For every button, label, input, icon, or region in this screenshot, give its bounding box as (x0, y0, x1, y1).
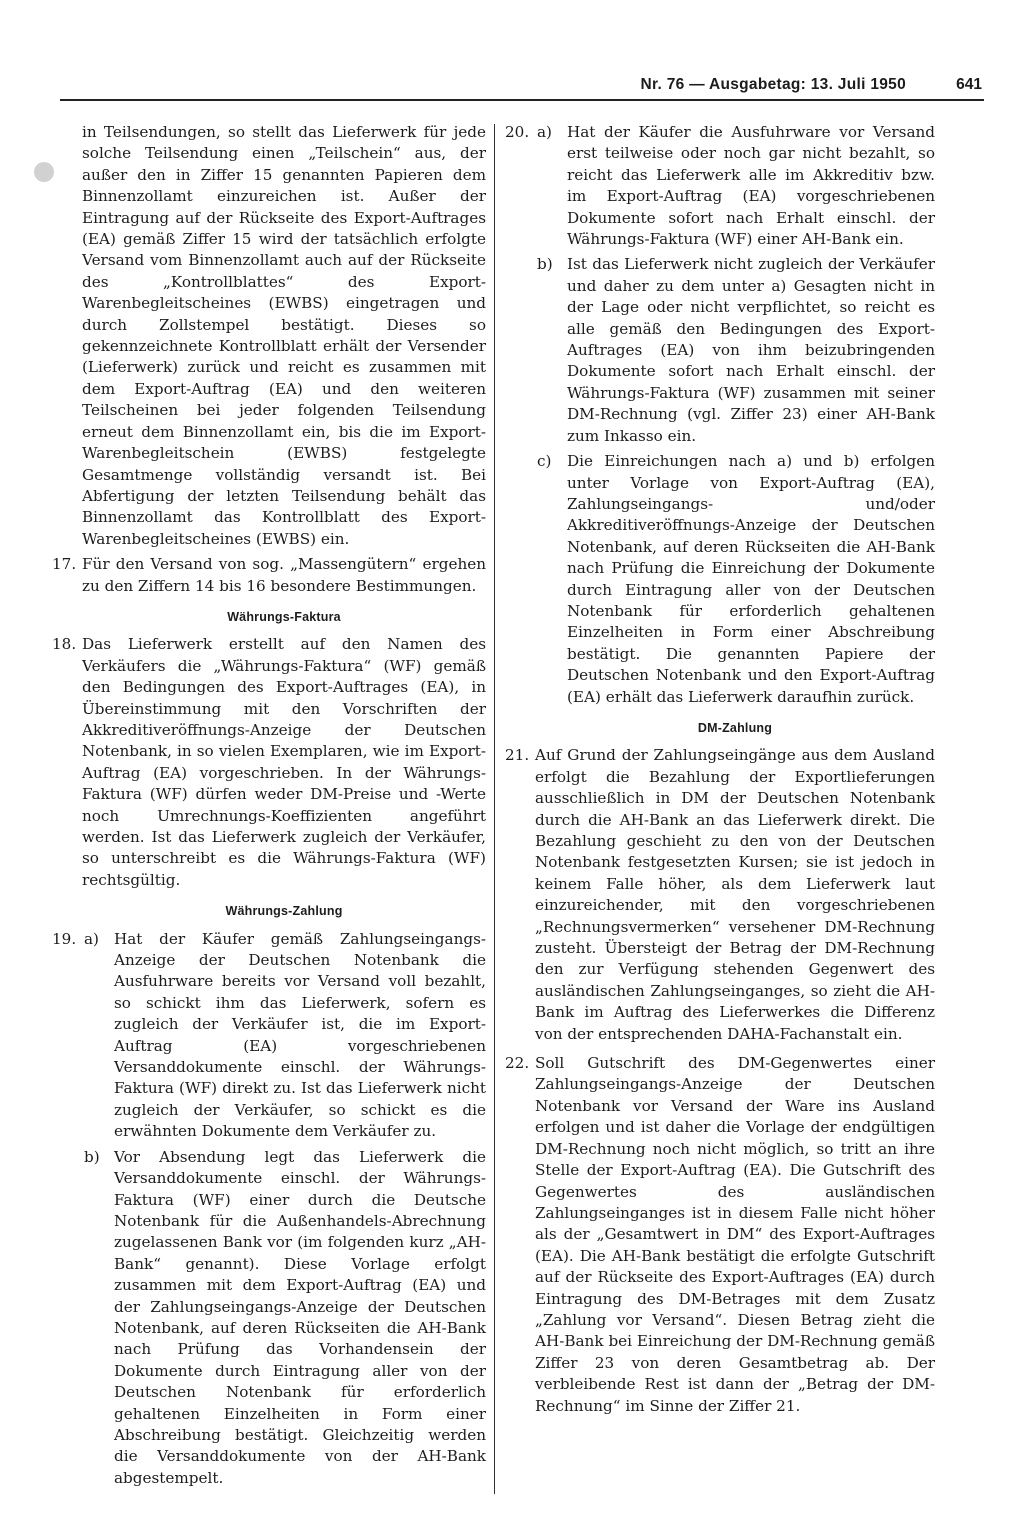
sub-letter: a) (84, 929, 99, 948)
sub-letter: b) (84, 1147, 100, 1166)
paragraph-number: 17. (52, 555, 77, 574)
paragraph-text: Hat der Käufer gemäß Zahlungseingangs-Anzeige der Deutschen Notenbank die Ausfuhrware bereits vor Versand voll bezahlt, so schickt ihm das Lieferwerk, sofern es zugleich der Verkäufer ist, die im Export-Auftrag (EA) vorgeschriebenen Versanddokumente einschl. der Währungs-Faktura (WF) direkt zu. Ist das Lieferwerk nicht zugleich der Verkäufer, so schickt es die erwähnten Dokumente dem Verkäufer zu. (114, 929, 486, 1141)
paragraph-number: 20. (505, 123, 530, 141)
ink-blot (34, 162, 54, 182)
paragraph-number: 22. (505, 1054, 530, 1073)
paragraph-21 (505, 745, 935, 1045)
paragraph-17 (52, 554, 486, 597)
paragraph-text: Ist das Lieferwerk nicht zugleich der Verkäufer und daher zu dem unter a) Gesagten nicht in der Lage oder nicht verpflichtet, so reicht es alle gemäß den Bedingungen des Export-Auftrages (EA) von ihm beizubringenden Dokumente sofort nach Erhalt einschl. der Währungs-Faktura (WF) zusammen mit seiner DM-Rechnung (vgl. Ziffer 23) einer AH-Bank zum Inkasso ein. (567, 255, 935, 445)
paragraph-16-continuation: in Teilsendungen, so stellt das Lieferwerk für jede solche Teilsendung einen „Teilschein“ aus, der außer den in Ziffer 15 genannten Papieren dem Binnenzollamt einzureichen ist. Außer der Eintragung auf der Rückseite des Export-Auftrages (EA) gemäß Ziffer 15 wird der tatsächlich erfolgte Versand vom Binnenzollamt auch auf der Rückseite des „Kontrollblattes“ des Export-Warenbegleitscheines (EWBS) eingetragen und durch Zollstempel bestätigt. Dieses so gekennzeichnete Kontrollblatt erhält der Versender (Lieferwerk) zurück und reicht es zusammen mit dem Export-Auftrag (EA) und den weiteren Teilscheinen bei jeder folgenden Teilsendung erneut dem Binnenzollamt ein, bis die im Export-Warenbegleitschein (EWBS) festgelegte Gesamtmenge vollständig versandt ist. Bei Abfertigung der letzten Teilsendung behält das Binnenzollamt das Kontrollblatt des Export-Warenbegleitscheines (EWBS) ein. (82, 123, 486, 548)
left-column (52, 122, 486, 1489)
section-heading-faktura: Währungs-Faktura (227, 609, 341, 624)
issue-line: Nr. 76 — Ausgabetag: 13. Juli 1950 (640, 76, 906, 93)
paragraph-text: Vor Absendung legt das Lieferwerk die Versanddokumente einschl. der Währungs-Faktura (WF) einer durch die Deutsche Notenbank für die Außenhandels-Abrechnung zugelassenen Bank vor (im folgenden kurz „AH-Bank“ genannt). Diese Vorlage erfolgt zusammen mit dem Export-Auftrag (EA) und der Zahlungseingangs-Anzeige der Deutschen Notenbank, auf deren Rückseiten die AH-Bank nach Prüfung das Vorhandensein der Dokumente durch Eintragung aller von der Deutschen Notenbank für erforderlich gehaltenen Einzelheiten in Form einer Abschreibung bestätigt. Gleichzeitig werden die Versanddokumente von der AH-Bank abgestempelt. (114, 1147, 486, 1487)
section-heading-dm: DM-Zahlung (697, 720, 773, 735)
paragraph-text: Für den Versand von sog. „Massengütern“ ergehen zu den Ziffern 14 bis 16 besondere Bestimmungen. (82, 555, 486, 595)
sub-letter: a) (537, 123, 552, 141)
sub-letter: c) (537, 452, 552, 471)
paragraph-text: Hat der Käufer die Ausfuhrware vor Versand erst teilweise oder noch gar nicht bezahlt, so reicht das Lieferwerk alle im Akkreditiv bzw. im Export-Auftrag (EA) vorgeschriebenen Dokumente sofort nach Erhalt einschl. der Währungs-Faktura (WF) einer AH-Bank ein. (567, 123, 935, 249)
paragraph-text: Die Einreichungen nach a) und b) erfolgen unter Vorlage von Export-Auftrag (EA), Zahlungseingangs- und/oder Akkreditiveröffnungs-Anzeige der Deutschen Notenbank, auf deren Rückseiten die AH-Bank nach Prüfung die Einreichung der Dokumente durch Eintragung aller von der Deutschen Notenbank für erforderlich gehaltenen Einzelheiten in Form einer Abschreibung bestätigt. Die genannten Papiere der Deutschen Notenbank und den Export-Auftrag (EA) erhält das Lieferwerk daraufhin zurück. (567, 452, 935, 706)
paragraph-20a (505, 122, 935, 250)
header-rule (60, 99, 984, 101)
paragraph-text: Soll Gutschrift des DM-Gegenwertes einer Zahlungseingangs-Anzeige der Deutschen Notenbank vor Versand der Ware ins Ausland erfolgen und ist daher die Vorlage der endgültigen DM-Rechnung noch nicht möglich, so tritt an ihre Stelle der Export-Auftrag (EA). Die Gutschrift des Gegenwertes des ausländischen Zahlungseinganges ist in diesem Falle nicht höher als der „Gesamtwert in DM“ des Export-Auftrages (EA). Die AH-Bank bestätigt die erfolgte Gutschrift auf der Rückseite des Export-Auftrages (EA) durch Eintragung des DM-Betrages mit dem Zusatz „Zahlung vor Versand“. Diesen Betrag zieht die AH-Bank bei Einreichung der DM-Rechnung gemäß Ziffer 23 von deren Gesamtbetrag ab. Der verbleibende Rest ist dann der „Betrag der DM-Rechnung“ im Sinne der Ziffer 21. (535, 1054, 935, 1415)
paragraph-20b (505, 254, 935, 447)
paragraph-number: 21. (505, 746, 530, 765)
paragraph-number: 19. (52, 929, 77, 948)
page-header (60, 60, 984, 98)
column-divider (494, 124, 495, 1494)
paragraph-text: Auf Grund der Zahlungseingänge aus dem Ausland erfolgt die Bezahlung der Exportlieferungen ausschließlich in DM der Deutschen Notenbank durch die AH-Bank an das Lieferwerk direkt. Die Bezahlung geschieht zu den von der Deutschen Notenbank festgesetzten Kursen; sie ist jedoch in keinem Falle höher, als dem Lieferwerk laut einzureichender, mit den vorgeschriebenen „Rechnungsvermerken“ versehener DM-Rechnung zusteht. Übersteigt der Betrag der DM-Rechnung den zur Verfügung stehenden Gegenwert des ausländischen Zahlungseinganges, so zieht die AH-Bank im Auftrag des Lieferwerkes die Differenz von der entsprechenden DAHA-Fachanstalt ein. (535, 746, 935, 1043)
page-number: 641 (956, 76, 982, 93)
paragraph-19a (52, 929, 486, 1143)
section-heading-zahlung: Währungs-Zahlung (225, 904, 343, 919)
sub-letter: b) (537, 255, 553, 274)
paragraph-number: 18. (52, 635, 77, 654)
paragraph-19b (52, 1147, 486, 1490)
paragraph-18 (52, 634, 486, 891)
paragraph-22 (505, 1053, 935, 1417)
paragraph-text: Das Lieferwerk erstellt auf den Namen des Verkäufers die „Währungs-Faktura“ (WF) gemäß den Bedingungen des Export-Auftrages (EA), in Übereinstimmung mit den Vorschriften der Akkreditiveröffnungs-Anzeige der Deutschen Notenbank, in so vielen Exemplaren, wie im Export-Auftrag (EA) vorgeschrieben. In der Währungs-Faktura (WF) dürfen weder DM-Preise und -Werte noch Umrechnungs-Koeffizienten angeführt werden. Ist das Lieferwerk zugleich der Verkäufer, so unterschreibt es die Währungs-Faktura (WF) rechtsgültig. (82, 635, 486, 889)
paragraph-20c (505, 451, 935, 708)
right-column (505, 122, 935, 1417)
